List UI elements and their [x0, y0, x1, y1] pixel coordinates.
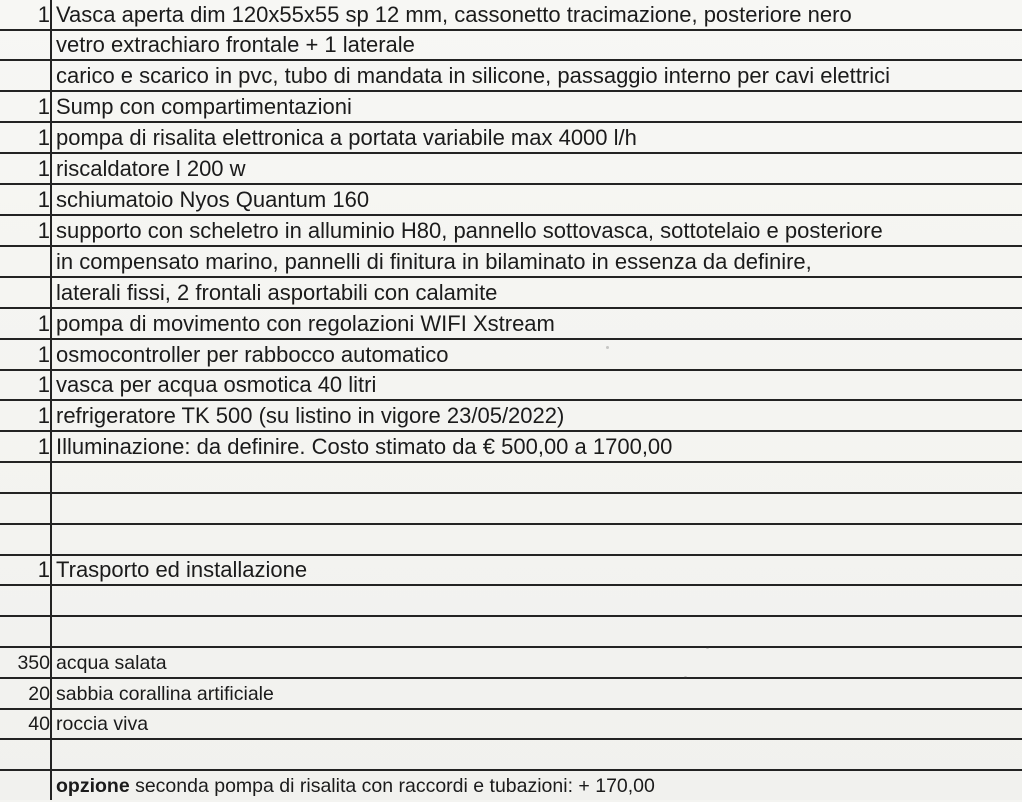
description-cell [56, 740, 1016, 769]
table-row [0, 30, 1022, 61]
description-cell: Trasporto ed installazione [56, 557, 308, 582]
column-divider [50, 0, 52, 800]
table-row [0, 0, 1022, 31]
quantity-cell [0, 771, 50, 800]
description-cell: osmocontroller per rabbocco automatico [56, 342, 449, 367]
table-row [0, 463, 1022, 494]
quantity-cell: 20 [28, 683, 50, 705]
quantity-cell: 1 [37, 434, 50, 459]
table-row [0, 401, 1022, 432]
scan-speck [706, 646, 709, 649]
table-row [0, 586, 1022, 617]
description-cell: pompa di risalita elettronica a portata variabile max 4000 l/h [56, 125, 637, 150]
table-row [0, 92, 1022, 123]
scan-speck [606, 346, 609, 349]
quantity-cell: 1 [37, 94, 50, 119]
table-row [0, 370, 1022, 401]
table-row [0, 555, 1022, 586]
quantity-cell [0, 463, 50, 492]
description-cell: sabbia corallina artificiale [56, 683, 274, 705]
description-cell: Illuminazione: da definire. Costo stimato da € 500,00 a 1700,00 [56, 434, 673, 459]
quantity-cell: 1 [37, 218, 50, 243]
table-row [0, 278, 1022, 309]
description-cell: vetro extrachiaro frontale + 1 laterale [56, 32, 415, 57]
quantity-cell: 1 [37, 342, 50, 367]
description-cell: refrigeratore TK 500 (su listino in vigore 23/05/2022) [56, 403, 565, 428]
quantity-cell [0, 525, 50, 554]
quantity-cell: 40 [28, 713, 50, 735]
option-text: seconda pompa di risalita con raccordi e tubazioni: + 170,00 [129, 775, 655, 797]
table-row [0, 617, 1022, 648]
quantity-cell: 1 [37, 557, 50, 582]
table-row [0, 740, 1022, 771]
description-cell: roccia viva [56, 713, 149, 735]
table-row [0, 185, 1022, 216]
scan-speck [684, 676, 687, 679]
quantity-cell [0, 30, 50, 59]
option-description [56, 771, 1016, 800]
quantity-cell [0, 61, 50, 90]
description-cell: Vasca aperta dim 120x55x55 sp 12 mm, cassonetto tracimazione, posteriore nero [56, 2, 852, 27]
table-row [0, 61, 1022, 92]
table-row [0, 709, 1022, 740]
table-row [0, 679, 1022, 710]
quantity-cell [0, 494, 50, 523]
quantity-cell [0, 586, 50, 615]
table-row [0, 247, 1022, 278]
quantity-cell: 1 [37, 156, 50, 181]
quantity-cell [0, 617, 50, 646]
table-row [0, 154, 1022, 185]
table-row [0, 494, 1022, 525]
option-row [0, 771, 1022, 802]
quantity-cell [0, 247, 50, 276]
description-cell: schiumatoio Nyos Quantum 160 [56, 187, 370, 212]
description-cell [56, 586, 1016, 615]
table-row [0, 648, 1022, 679]
table-row [0, 216, 1022, 247]
table-row [0, 340, 1022, 371]
description-cell [56, 463, 1016, 492]
quantity-cell [0, 740, 50, 769]
description-cell [56, 525, 1016, 554]
table-row [0, 432, 1022, 463]
description-cell [56, 617, 1016, 646]
description-cell: vasca per acqua osmotica 40 litri [56, 372, 377, 397]
description-cell: Sump con compartimentazioni [56, 94, 352, 119]
table-row [0, 309, 1022, 340]
description-cell: supporto con scheletro in alluminio H80, pannello sottovasca, sottotelaio e posteriore [56, 218, 883, 243]
option-label: opzione [56, 775, 130, 797]
quantity-cell: 1 [37, 2, 50, 27]
description-cell: acqua salata [56, 652, 167, 674]
description-cell [56, 494, 1016, 523]
table-row [0, 123, 1022, 154]
quantity-cell: 1 [37, 311, 50, 336]
description-cell: carico e scarico in pvc, tubo di mandata in silicone, passaggio interno per cavi elettrici [56, 63, 890, 88]
description-cell: in compensato marino, pannelli di finitura in bilaminato in essenza da definire, [56, 249, 812, 274]
quantity-cell: 1 [37, 187, 50, 212]
description-cell: laterali fissi, 2 frontali asportabili con calamite [56, 280, 498, 305]
quantity-cell [0, 278, 50, 307]
description-cell: riscaldatore l 200 w [56, 156, 246, 181]
quantity-cell: 1 [37, 403, 50, 428]
quantity-cell: 1 [37, 372, 50, 397]
table-row [0, 525, 1022, 556]
quantity-cell: 1 [37, 125, 50, 150]
description-cell: pompa di movimento con regolazioni WIFI Xstream [56, 311, 555, 336]
quantity-cell: 350 [17, 652, 50, 674]
